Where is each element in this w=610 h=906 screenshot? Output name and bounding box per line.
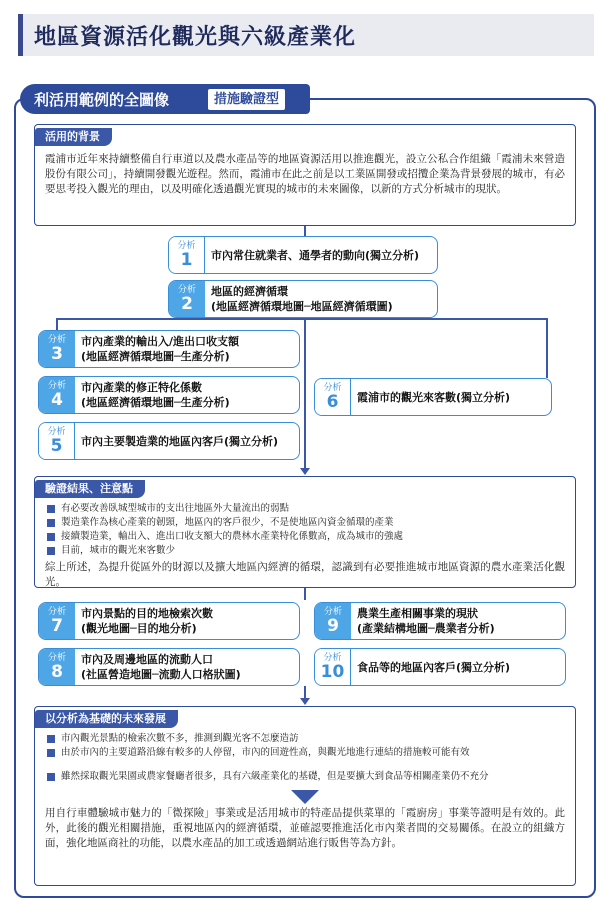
future-bullet: 由於市內的主要道路沿線有較多的人停留，市內的回遊性高，與觀光地進行連結的措施較可能有效: [35, 746, 575, 760]
analysis-text: 市內產業的輸出入/進出口收支額 (地區經濟循環地圖─生產分析): [81, 335, 240, 363]
analysis-badge: [39, 377, 75, 413]
connector: [546, 318, 548, 378]
analysis-badge-label: 分析: [323, 383, 342, 393]
verification-bullet: 有必要改善臥城型城市的支出往地區外大量流出的弱點: [35, 502, 575, 516]
analysis-badge: [169, 237, 205, 273]
analysis-badge-label: 分析: [47, 427, 66, 437]
analysis-text: 市內產業的修正特化係數 (地區經濟循環地圖─生產分析): [81, 381, 230, 409]
future-bullet: 雖然採取觀光果園或農家餐廳者很多，具有六級產業化的基礎，但是要擴大到食品等相關產業仍不充分: [35, 770, 575, 784]
analysis-badge-label: 分析: [177, 241, 196, 251]
analysis-badge-number: 10: [320, 662, 345, 682]
analysis-text: 市內常住就業者、通學者的動向(獨立分析): [211, 248, 420, 262]
analysis-badge-label: 分析: [323, 653, 342, 663]
background-text: 霞浦市近年來持續整備自行車道以及農水產品等的地區資源活用以推進觀光，設立公私合作組織「霞浦未來營造股份有限公司」，持續開發觀光遊程。然而，霞浦市在此之前是以工業區開發或招攬企業為背景發展的城市，有必要思考投入觀光的理由，以及明確化透過觀光實現的城市的未來圖像，以新的方式分析城市的現狀。: [45, 153, 565, 195]
analysis-box-6: [314, 378, 552, 416]
analysis-badge-number: 1: [180, 250, 193, 270]
analysis-badge-number: 7: [51, 616, 63, 636]
future-bullet: 市內觀光景點的檢索次數不多，推測到觀光客不怎麼造訪: [35, 732, 575, 746]
analysis-text: 農業生產相關事業的現狀 (產業結構地圖─農業者分析): [357, 607, 495, 635]
analysis-box-2: [168, 280, 438, 318]
verification-summary: 綜上所述，為提升從區外的財源以及擴大地區內經濟的循環，認識到有必要推進城市地區資源的農水產業活化觀光。: [45, 561, 565, 588]
analysis-box-1: [168, 236, 438, 274]
connector: [304, 318, 548, 320]
analysis-badge-label: 分析: [323, 607, 342, 617]
analysis-badge: [315, 603, 351, 639]
analysis-badge-number: 9: [327, 616, 339, 636]
analysis-badge: [315, 649, 351, 685]
analysis-box-3: [38, 330, 300, 368]
main-tab-label: 利活用範例的全圖像: [34, 91, 170, 109]
analysis-badge-label: 分析: [47, 607, 66, 617]
arrow-down-icon: [300, 468, 310, 475]
analysis-text: 霞浦市的觀光來客數(獨立分析): [357, 390, 511, 404]
analysis-box-8: [38, 648, 300, 686]
arrow-down-icon: [291, 790, 319, 804]
analysis-badge-label: 分析: [177, 285, 196, 295]
connector-main: [304, 318, 306, 468]
analysis-badge-number: 8: [51, 662, 63, 682]
analysis-badge-number: 2: [181, 294, 193, 314]
future-arrow-wrap: [35, 790, 575, 804]
analysis-badge-number: 6: [326, 392, 339, 412]
connector: [56, 318, 306, 320]
analysis-box-4: [38, 376, 300, 414]
connector: [304, 226, 306, 236]
analysis-badge: [169, 281, 205, 317]
verification-bullet: 目前，城市的觀光來客數少: [35, 544, 575, 558]
future-section: [34, 706, 576, 886]
analysis-badge-number: 3: [51, 344, 63, 364]
analysis-badge: [39, 649, 75, 685]
analysis-badge: [315, 379, 351, 415]
background-section: [34, 124, 576, 226]
analysis-text: 食品等的地區內客戶(獨立分析): [357, 660, 511, 674]
analysis-box-10: [314, 648, 566, 686]
page-title: 地區資源活化觀光與六級產業化: [34, 25, 357, 50]
verification-section: [34, 476, 576, 588]
analysis-text: 地區的經濟循環 (地區經濟循環地圖─地區經濟循環圖): [211, 285, 393, 313]
verification-bullet: 製造業作為核心產業的韌頸，地區內的客戶很少，不是使地區內資金循環的產業: [35, 516, 575, 530]
analysis-badge-label: 分析: [47, 381, 66, 391]
main-tab-tail: [296, 84, 310, 114]
future-heading: 以分析為基礎的未來發展: [35, 710, 178, 728]
analysis-badge-number: 5: [50, 436, 63, 456]
analysis-badge: [39, 331, 75, 367]
analysis-badge: [39, 423, 75, 459]
arrow-down-icon: [300, 698, 310, 705]
analysis-box-7: [38, 602, 300, 640]
analysis-badge: [39, 603, 75, 639]
analysis-badge-number: 4: [51, 390, 63, 410]
background-heading: 活用的背景: [35, 128, 112, 146]
analysis-text: 市內主要製造業的地區內客戶(獨立分析): [81, 434, 279, 448]
main-tab-badge: 措施驗證型: [208, 89, 285, 110]
analysis-box-9: [314, 602, 566, 640]
analysis-text: 市內景點的目的地檢索次數 (觀光地圖─目的地分析): [81, 607, 213, 635]
analysis-text: 市內及周邊地區的流動人口 (社區營造地圖─流動人口格狀圖): [81, 653, 241, 681]
analysis-badge-label: 分析: [47, 653, 66, 663]
analysis-badge-label: 分析: [47, 335, 66, 345]
analysis-box-5: [38, 422, 300, 460]
verification-bullet: 接續製造業，輸出入、進出口收支額大的農林水產業特化係數高，成為城市的強處: [35, 530, 575, 544]
verification-heading: 驗證結果、注意點: [35, 480, 145, 498]
future-conclusion: 用自行車體驗城市魅力的「微探險」事業或是活用城市的特產品提供菜單的「霞廚房」事業等證明是有效的。此外，此後的觀光相關措施，重視地區內的經濟循環，並確認要推進活化市內業者間的交易關係。在設立的組織方面，強化地區商社的功能，以農水產品的加工或透過網站進行販售等為方針。: [45, 807, 565, 849]
